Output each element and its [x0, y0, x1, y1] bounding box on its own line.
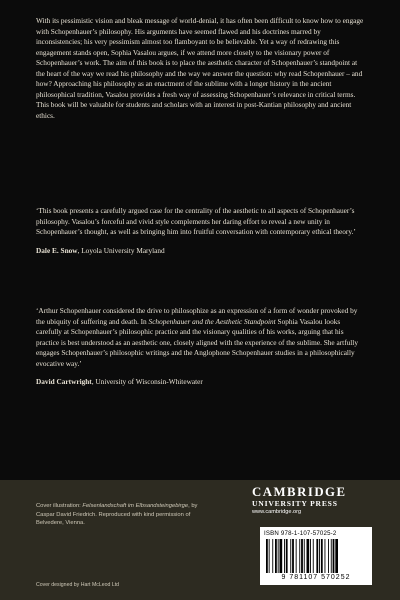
- publisher-press: UNIVERSITY PRESS: [252, 499, 338, 508]
- endorsement-text: ‘This book presents a carefully argued case for the centrality of the aesthetic to all aspects of Schopenhauer’s philosophy. Vasalou’s forceful and vivid style complements her daring effort to reveal a new unity in Schopenhauer’s thought, as well as bringing him into fruitful conversation with contemporary ethical theory.’: [36, 206, 356, 236]
- barcode-bars: [266, 539, 366, 573]
- footer-band: [0, 480, 400, 600]
- publisher-name: CAMBRIDGE: [252, 485, 347, 499]
- endorser-name: Dale E. Snow: [36, 245, 78, 255]
- barcode-bar: [333, 539, 335, 573]
- barcode-bar: [310, 539, 311, 573]
- artwork-title: Felsenlandschaft im Elbsandsteingebirge: [82, 503, 189, 509]
- credit-prefix: Cover illustration:: [36, 503, 83, 509]
- barcode-bar: [319, 539, 320, 573]
- barcode-bar: [290, 539, 291, 573]
- barcode-number: 9 781107 570252: [281, 574, 351, 581]
- barcode-bar: [328, 539, 329, 573]
- book-description: [36, 16, 366, 130]
- barcode-bar: [301, 539, 303, 573]
- barcode-bar: [304, 539, 305, 573]
- endorsement-text: [36, 306, 366, 369]
- isbn-label: ISBN 978-1-107-57025-2: [264, 530, 337, 537]
- endorsement-text-part: Sophia Vasalou looks carefully at Schopenhauer’s philosophic practice and the visionary qualities of his works, arguing that his practice is best understood as an aesthetic one, closely aligned with the experience of the sublime. She artfully engages Schopenhauer’s philosophic writings and the Anglophone Schopenhauer studies in a philosophically evocative way.’: [36, 316, 358, 368]
- endorser-affiliation: , Loyola University Maryland: [77, 245, 165, 255]
- endorsement-2: [36, 306, 366, 388]
- barcode: [260, 527, 372, 585]
- barcode-bar: [286, 539, 288, 573]
- barcode-bar: [278, 539, 279, 573]
- barcode-bar: [299, 539, 300, 573]
- barcode-bar: [313, 539, 314, 573]
- cover-illustration-credit: [36, 502, 206, 528]
- endorser-affiliation: , University of Wisconsin-Whitewater: [91, 377, 203, 386]
- barcode-bar: [284, 539, 285, 573]
- barcode-bar: [321, 539, 323, 573]
- barcode-bar: [275, 539, 277, 573]
- barcode-bar: [307, 539, 310, 573]
- barcode-bar: [325, 539, 326, 573]
- barcode-bar: [296, 539, 297, 573]
- barcode-bar: [272, 539, 273, 573]
- publisher-url: www.cambridge.org: [252, 509, 302, 515]
- endorser-name: David Cartwright: [36, 377, 92, 386]
- barcode-bar: [266, 539, 268, 573]
- barcode-bar: [280, 539, 283, 573]
- endorsement-1: [36, 206, 366, 256]
- endorsement-attribution: [36, 377, 366, 388]
- book-title-italic: Schopenhauer and the Aesthetic Standpoint: [148, 316, 276, 326]
- barcode-bar: [335, 539, 338, 573]
- barcode-bar: [331, 539, 332, 573]
- barcode-bar: [269, 539, 270, 573]
- credit-suffix: , by Caspar David Friedrich. Reproduced with kind permission of Belvedere, Vienna.: [36, 503, 198, 527]
- endorsement-attribution: [36, 246, 366, 257]
- barcode-bar: [292, 539, 294, 573]
- endorsement-text-part: ‘Arthur Schopenhauer considered the drive to philosophize as an expression of a form of wonder provoked by the ubiquity of suffering and death. In: [36, 306, 358, 326]
- publisher-logo: [252, 486, 372, 516]
- description-paragraph: With its pessimistic vision and bleak message of world-denial, it has often been difficult to know how to engage with Schopenhauer’s philosophy. His arguments have seemed flawed and his doctrines marred by inconsistencies; his very pessimism almost too flamboyant to be believable. Yet a way of redrawing this engagement stands open, Sophia Vasalou argues, if we attend more closely to the visionary power of Schopenhauer’s work. The aim of this book is to place the aesthetic character of Schopenhauer’s standpoint at the heart of the way we read his philosophy and the way we answer the question: why read Schopenhauer – and how? Approaching his philosophy as an enactment of the sublime with a longer history in the ancient philosophical tradition, Vasalou provides a fresh way of assessing Schopenhauer’s relevance in critical terms. This book will be valuable for students and scholars with an interest in post-Kantian philosophy and ancient ethics.: [36, 16, 364, 120]
- cover-designer-credit: Cover designed by Hart McLeod Ltd: [36, 582, 120, 588]
- barcode-bar: [316, 539, 318, 573]
